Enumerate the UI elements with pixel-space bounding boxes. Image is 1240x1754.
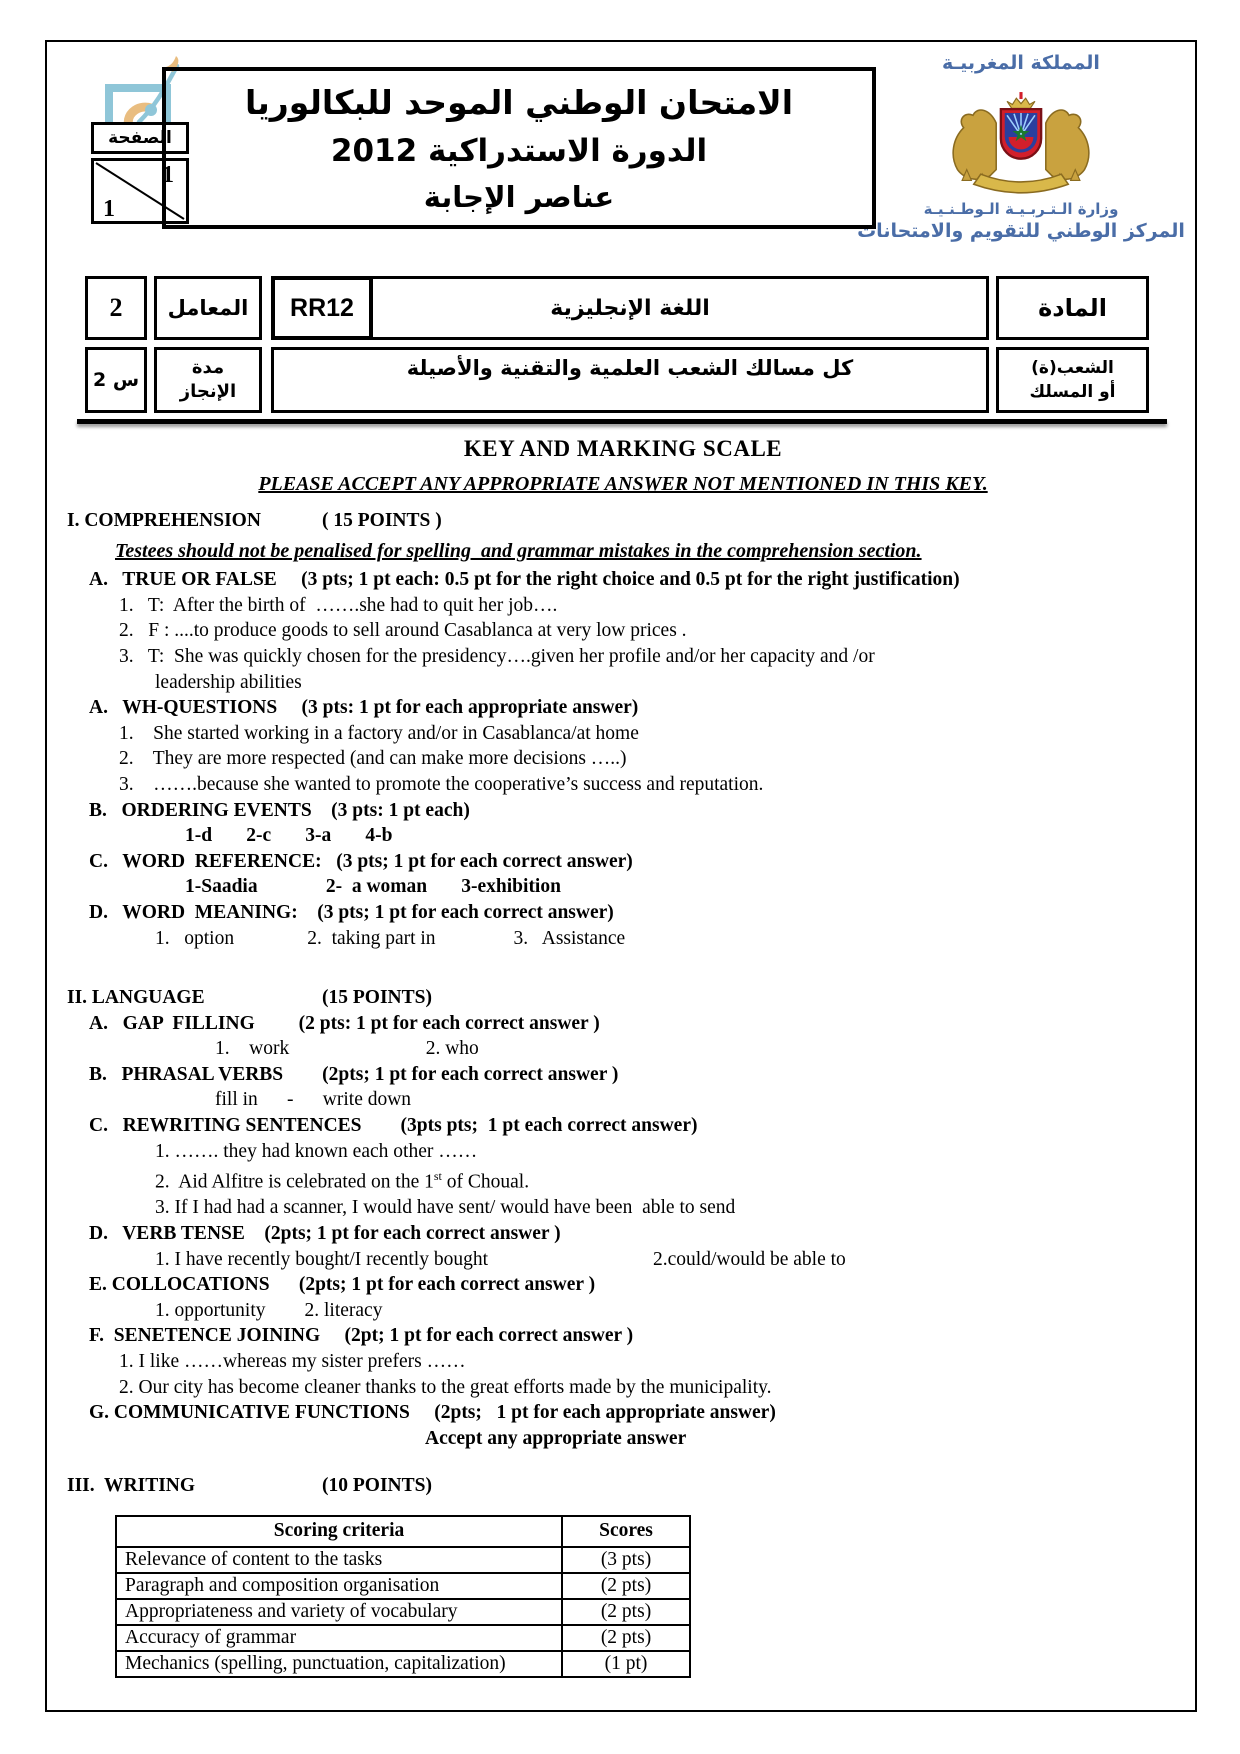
subject-code-badge: RR12 <box>271 276 373 340</box>
section-title: III. WRITING <box>67 1475 196 1497</box>
subject-label-cell: المادة <box>996 276 1149 340</box>
scoring-row <box>116 1625 690 1651</box>
answer-line: 2. Our city has become cleaner thanks to the great efforts made by the municipality. <box>119 1376 772 1398</box>
criteria-cell: Relevance of content to the tasks <box>116 1547 562 1573</box>
coat-of-arms-icon <box>932 75 1110 199</box>
criteria-cell: Mechanics (spelling, punctuation, capitalization) <box>116 1651 562 1677</box>
section-points: (10 POINTS) <box>322 1475 432 1497</box>
scoring-row <box>116 1547 690 1573</box>
answer-line <box>155 1247 1179 1273</box>
stream-value-cell: كل مسالك الشعب العلمية والتقنية والأصيلة <box>271 347 989 413</box>
criteria-header: Scoring criteria <box>116 1516 562 1547</box>
subsection-heading: D. WORD MEANING: (3 pts; 1 pt for each correct answer) <box>89 901 614 923</box>
answer-line: 3. T: She was quickly chosen for the presidency….given her profile and/or her capacity and /or <box>119 645 875 667</box>
duration-label-line-1: مدة <box>191 357 225 378</box>
answer-line: 1-d 2-c 3-a 4-b <box>185 825 393 847</box>
section-points: ( 15 POINTS ) <box>322 510 442 531</box>
duration-label-cell <box>154 347 262 413</box>
subsection-heading: F. SENETENCE JOINING (2pt; 1 pt for each correct answer ) <box>89 1325 634 1347</box>
duration-label-line-2: الإنجاز <box>179 381 237 402</box>
spacer <box>67 1451 1179 1471</box>
criteria-cell: Paragraph and composition organisation <box>116 1573 562 1599</box>
scoring-header-row <box>116 1516 690 1547</box>
score-cell: (2 pts) <box>562 1573 690 1599</box>
answer-line: 1. option 2. taking part in 3. Assistance <box>155 927 626 949</box>
score-cell: (1 pt) <box>562 1651 690 1677</box>
score-cell: (2 pts) <box>562 1625 690 1651</box>
page-total: 1 <box>103 196 115 222</box>
answer-left: 1. I have recently bought/I recently bought <box>155 1248 489 1270</box>
answer-line: 1. She started working in a factory and/or in Casablanca/at home <box>119 722 639 744</box>
answer-line: 1-Saadia 2- a woman 3-exhibition <box>185 876 561 898</box>
answer-line: 2. They are more respected (and can make more decisions …..) <box>119 748 627 770</box>
section-divider <box>77 419 1167 424</box>
accept-note: Accept any appropriate answer <box>425 1427 687 1449</box>
general-notice: PLEASE ACCEPT ANY APPROPRIATE ANSWER NOT MENTIONED IN THIS KEY. <box>258 473 988 495</box>
exam-title-line-2: الدورة الاستدراكية 2012 <box>330 132 708 169</box>
answer-line: 1. opportunity 2. literacy <box>155 1299 383 1321</box>
page-border <box>45 40 1197 1712</box>
section-heading <box>67 508 1179 534</box>
answer-line <box>155 1164 1179 1195</box>
answer-line: 1. work 2. who <box>215 1038 479 1060</box>
subject-name: اللغة الإنجليزية <box>550 295 710 321</box>
section-title: I. COMPREHENSION <box>67 510 261 531</box>
writing-scoring-table <box>115 1515 691 1678</box>
criteria-cell: Accuracy of grammar <box>116 1625 562 1651</box>
subsection-heading: B. PHRASAL VERBS (2pts; 1 pt for each correct answer ) <box>89 1063 619 1085</box>
stream-label-cell <box>996 347 1149 413</box>
ordinal-suffix: st <box>433 1169 442 1184</box>
answer-line: fill in - write down <box>215 1089 412 1111</box>
scoring-row <box>116 1599 690 1625</box>
page-current: 1 <box>162 162 174 188</box>
answer-line: 2. F : ....to produce goods to sell around Casablanca at very low prices . <box>119 620 687 642</box>
kingdom-title: المملكة المغربيـة <box>942 52 1100 74</box>
answer-line: 1. ……. they had known each other …… <box>155 1140 478 1162</box>
subsection-heading: A. WH-QUESTIONS (3 pts: 1 pt for each appropriate answer) <box>89 697 639 719</box>
section-heading <box>67 985 1179 1011</box>
stream-label-line-1: الشعب(ة) <box>1031 358 1114 378</box>
duration-value-cell: 2 س <box>85 347 147 413</box>
exam-title-box <box>162 67 876 229</box>
exam-title-line-3: عناصر الإجابة <box>423 179 615 214</box>
page-label: الصفحة <box>91 122 189 154</box>
exam-title-line-1: الامتحان الوطني الموحد للبكالوريا <box>244 82 794 122</box>
subsection-heading: D. VERB TENSE (2pts; 1 pt for each correct answer ) <box>89 1222 561 1244</box>
section-points: (15 POINTS) <box>322 987 432 1009</box>
answer-line: 1. T: After the birth of …….she had to quit her job…. <box>119 594 558 616</box>
answer-line: 3. If I had had a scanner, I would have sent/ would have been able to send <box>155 1197 736 1219</box>
scoring-row <box>116 1651 690 1677</box>
subsection-heading: E. COLLOCATIONS (2pts; 1 pt for each correct answer ) <box>89 1274 596 1296</box>
answer-line: leadership abilities <box>155 671 302 693</box>
subject-info-table <box>85 276 1159 416</box>
subsection-heading: G. COMMUNICATIVE FUNCTIONS (2pts; 1 pt for each appropriate answer) <box>89 1402 776 1424</box>
subsection-heading: C. WORD REFERENCE: (3 pts; 1 pt for each correct answer) <box>89 850 633 872</box>
coefficient-label-cell: المعامل <box>154 276 262 340</box>
answer-line: 3. …….because she wanted to promote the cooperative’s success and reputation. <box>119 773 764 795</box>
ministry-title: وزارة الـتـربـيـة الـوطـنـيـة <box>923 200 1119 218</box>
answer-text: 2. Aid Alfitre is celebrated on the 1 <box>155 1171 434 1193</box>
subsection-heading: B. ORDERING EVENTS (3 pts: 1 pt each) <box>89 799 470 821</box>
score-cell: (2 pts) <box>562 1599 690 1625</box>
answer-blocks <box>67 508 1179 1499</box>
stream-label-line-2: أو المسلك <box>1029 382 1116 402</box>
section-title: II. LANGUAGE <box>67 987 205 1009</box>
criteria-cell: Appropriateness and variety of vocabulary <box>116 1599 562 1625</box>
subsection-heading: A. TRUE OR FALSE (3 pts; 1 pt each: 0.5 pt for the right choice and 0.5 pt for the right justification) <box>89 569 960 591</box>
scoring-row <box>116 1573 690 1599</box>
answer-line: 1. I like ……whereas my sister prefers …… <box>119 1350 466 1372</box>
coefficient-value-cell: 2 <box>85 276 147 340</box>
spacer <box>67 951 1179 983</box>
score-cell: (3 pts) <box>562 1547 690 1573</box>
note-line: Testees should not be penalised for spelling and grammar mistakes in the comprehension section. <box>115 539 922 562</box>
subsection-heading: A. GAP FILLING (2 pts: 1 pt for each correct answer ) <box>89 1012 600 1034</box>
document-title: KEY AND MARKING SCALE <box>463 436 783 461</box>
government-header <box>857 52 1185 242</box>
answer-text: of Choual. <box>441 1171 530 1193</box>
subsection-heading: C. REWRITING SENTENCES (3pts pts; 1 pt each correct answer) <box>89 1115 698 1137</box>
subject-cell <box>271 276 989 340</box>
section-heading <box>67 1473 1179 1499</box>
scores-header: Scores <box>562 1516 690 1547</box>
exam-center-title: المركز الوطني للتقويم والامتحانات <box>857 220 1185 242</box>
answer-right: 2.could/would be able to <box>653 1248 846 1270</box>
answer-key-content <box>67 436 1179 1678</box>
